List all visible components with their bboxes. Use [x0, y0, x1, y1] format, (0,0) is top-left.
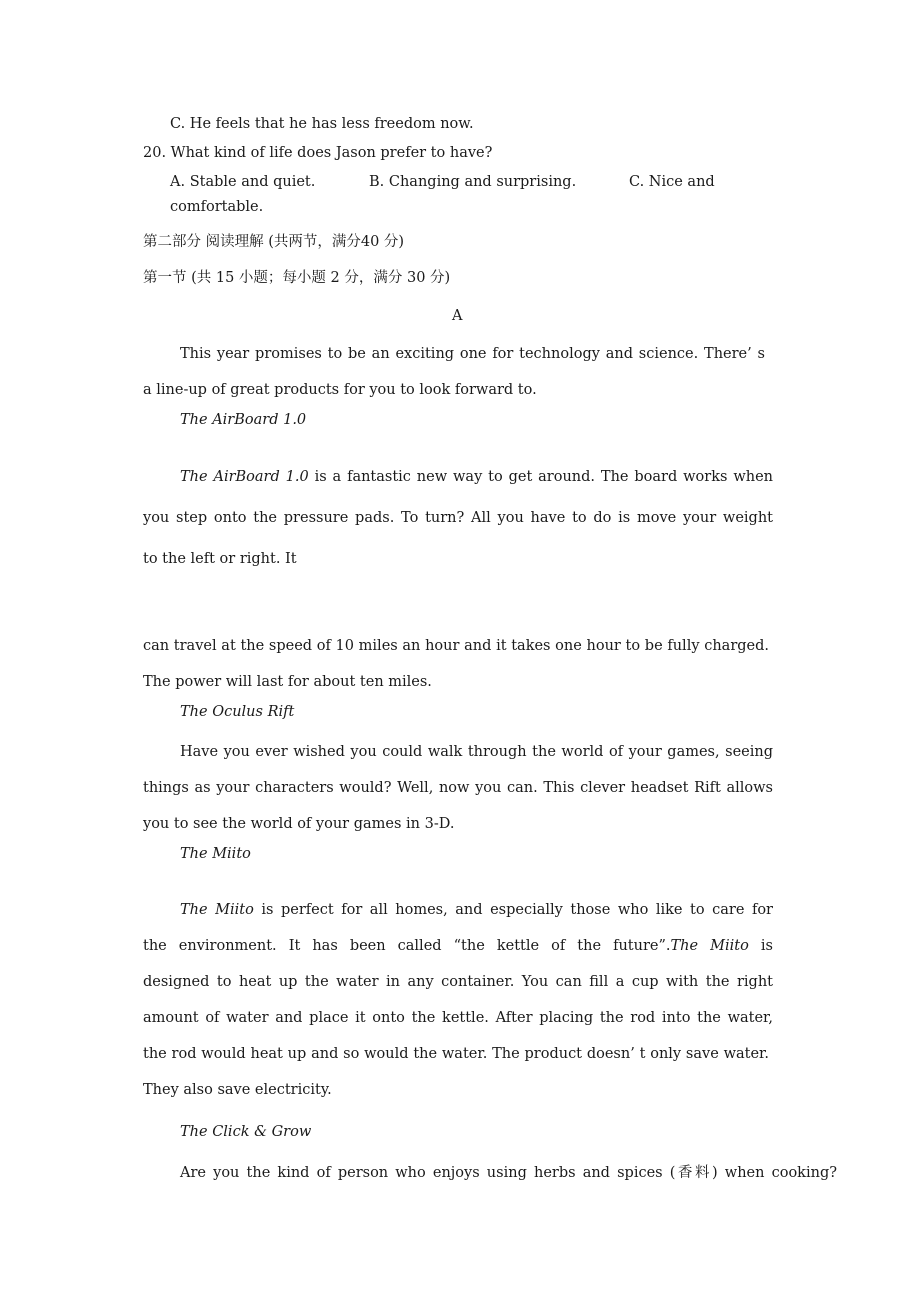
miito-para-line-3: designed to heat up the water in any container. You can fill a cup with the right — [143, 974, 773, 990]
passage-label: A — [452, 308, 463, 324]
q20-option-a: A. Stable and quiet. — [170, 174, 316, 190]
miito-para-line-5: the rod would heat up and so would the water. The product doesn’ t only save water. — [143, 1046, 769, 1062]
clickgrow-para-line-1: Are you the kind of person who enjoys using herbs and spices (香料) when cooking? — [180, 1165, 837, 1181]
miito-text-b: is — [748, 938, 773, 954]
miito-name: The Miito — [180, 902, 254, 918]
airboard-name: The AirBoard 1.0 — [180, 469, 309, 485]
miito-name-2: The Miito — [670, 938, 749, 954]
miito-text: is perfect for all homes, and especially those who like to care for — [253, 902, 773, 918]
intro-line-1: This year promises to be an exciting one for technology and science. There’ s — [180, 346, 765, 362]
oculus-para-line-2: things as your characters would? Well, now you can. This clever headset Rift allows — [143, 780, 773, 796]
airboard-para-line-2: you step onto the pressure pads. To turn? All you have to do is move your weight — [143, 510, 773, 526]
q20-option-b: B. Changing and surprising. — [369, 174, 577, 190]
miito-title: The Miito — [180, 846, 251, 862]
miito-para-line-2 — [143, 936, 773, 956]
miito-para-line-6: They also save electricity. — [143, 1082, 332, 1098]
q20-option-c-cont: comfortable. — [170, 199, 264, 215]
airboard-para-line-4: can travel at the speed of 10 miles an hour and it takes one hour to be fully charged. — [143, 638, 769, 654]
clickgrow-title: The Click & Grow — [180, 1124, 312, 1140]
q20-question: 20. What kind of life does Jason prefer to have? — [143, 145, 493, 161]
intro-line-2: a line-up of great products for you to look forward to. — [143, 382, 537, 398]
oculus-para-line-1: Have you ever wished you could walk through the world of your games, seeing — [180, 744, 773, 760]
part-two-heading: 第二部分 阅读理解 (共两节，满分40 分) — [143, 234, 405, 250]
airboard-title: The AirBoard 1.0 — [180, 412, 307, 428]
q20-option-c: C. Nice and — [629, 174, 715, 190]
miito-para-line-4: amount of water and place it onto the kettle. After placing the rod into the water, — [143, 1010, 773, 1026]
oculus-title: The Oculus Rift — [180, 704, 295, 720]
miito-para-line-1 — [180, 900, 773, 920]
airboard-text: is a fantastic new way to get around. The board works when — [308, 469, 773, 485]
airboard-para-line-5: The power will last for about ten miles. — [143, 674, 432, 690]
airboard-para-line-3: to the left or right. It — [143, 551, 297, 567]
airboard-para-line-1 — [180, 467, 773, 487]
miito-text-a: the environment. It has been called “the kettle of the future”. — [143, 938, 671, 954]
q19-option-c: C. He feels that he has less freedom now. — [170, 116, 474, 132]
oculus-para-line-3: you to see the world of your games in 3-D. — [143, 816, 455, 832]
section-one-heading: 第一节 (共 15 小题；每小题 2 分，满分 30 分) — [143, 270, 451, 286]
